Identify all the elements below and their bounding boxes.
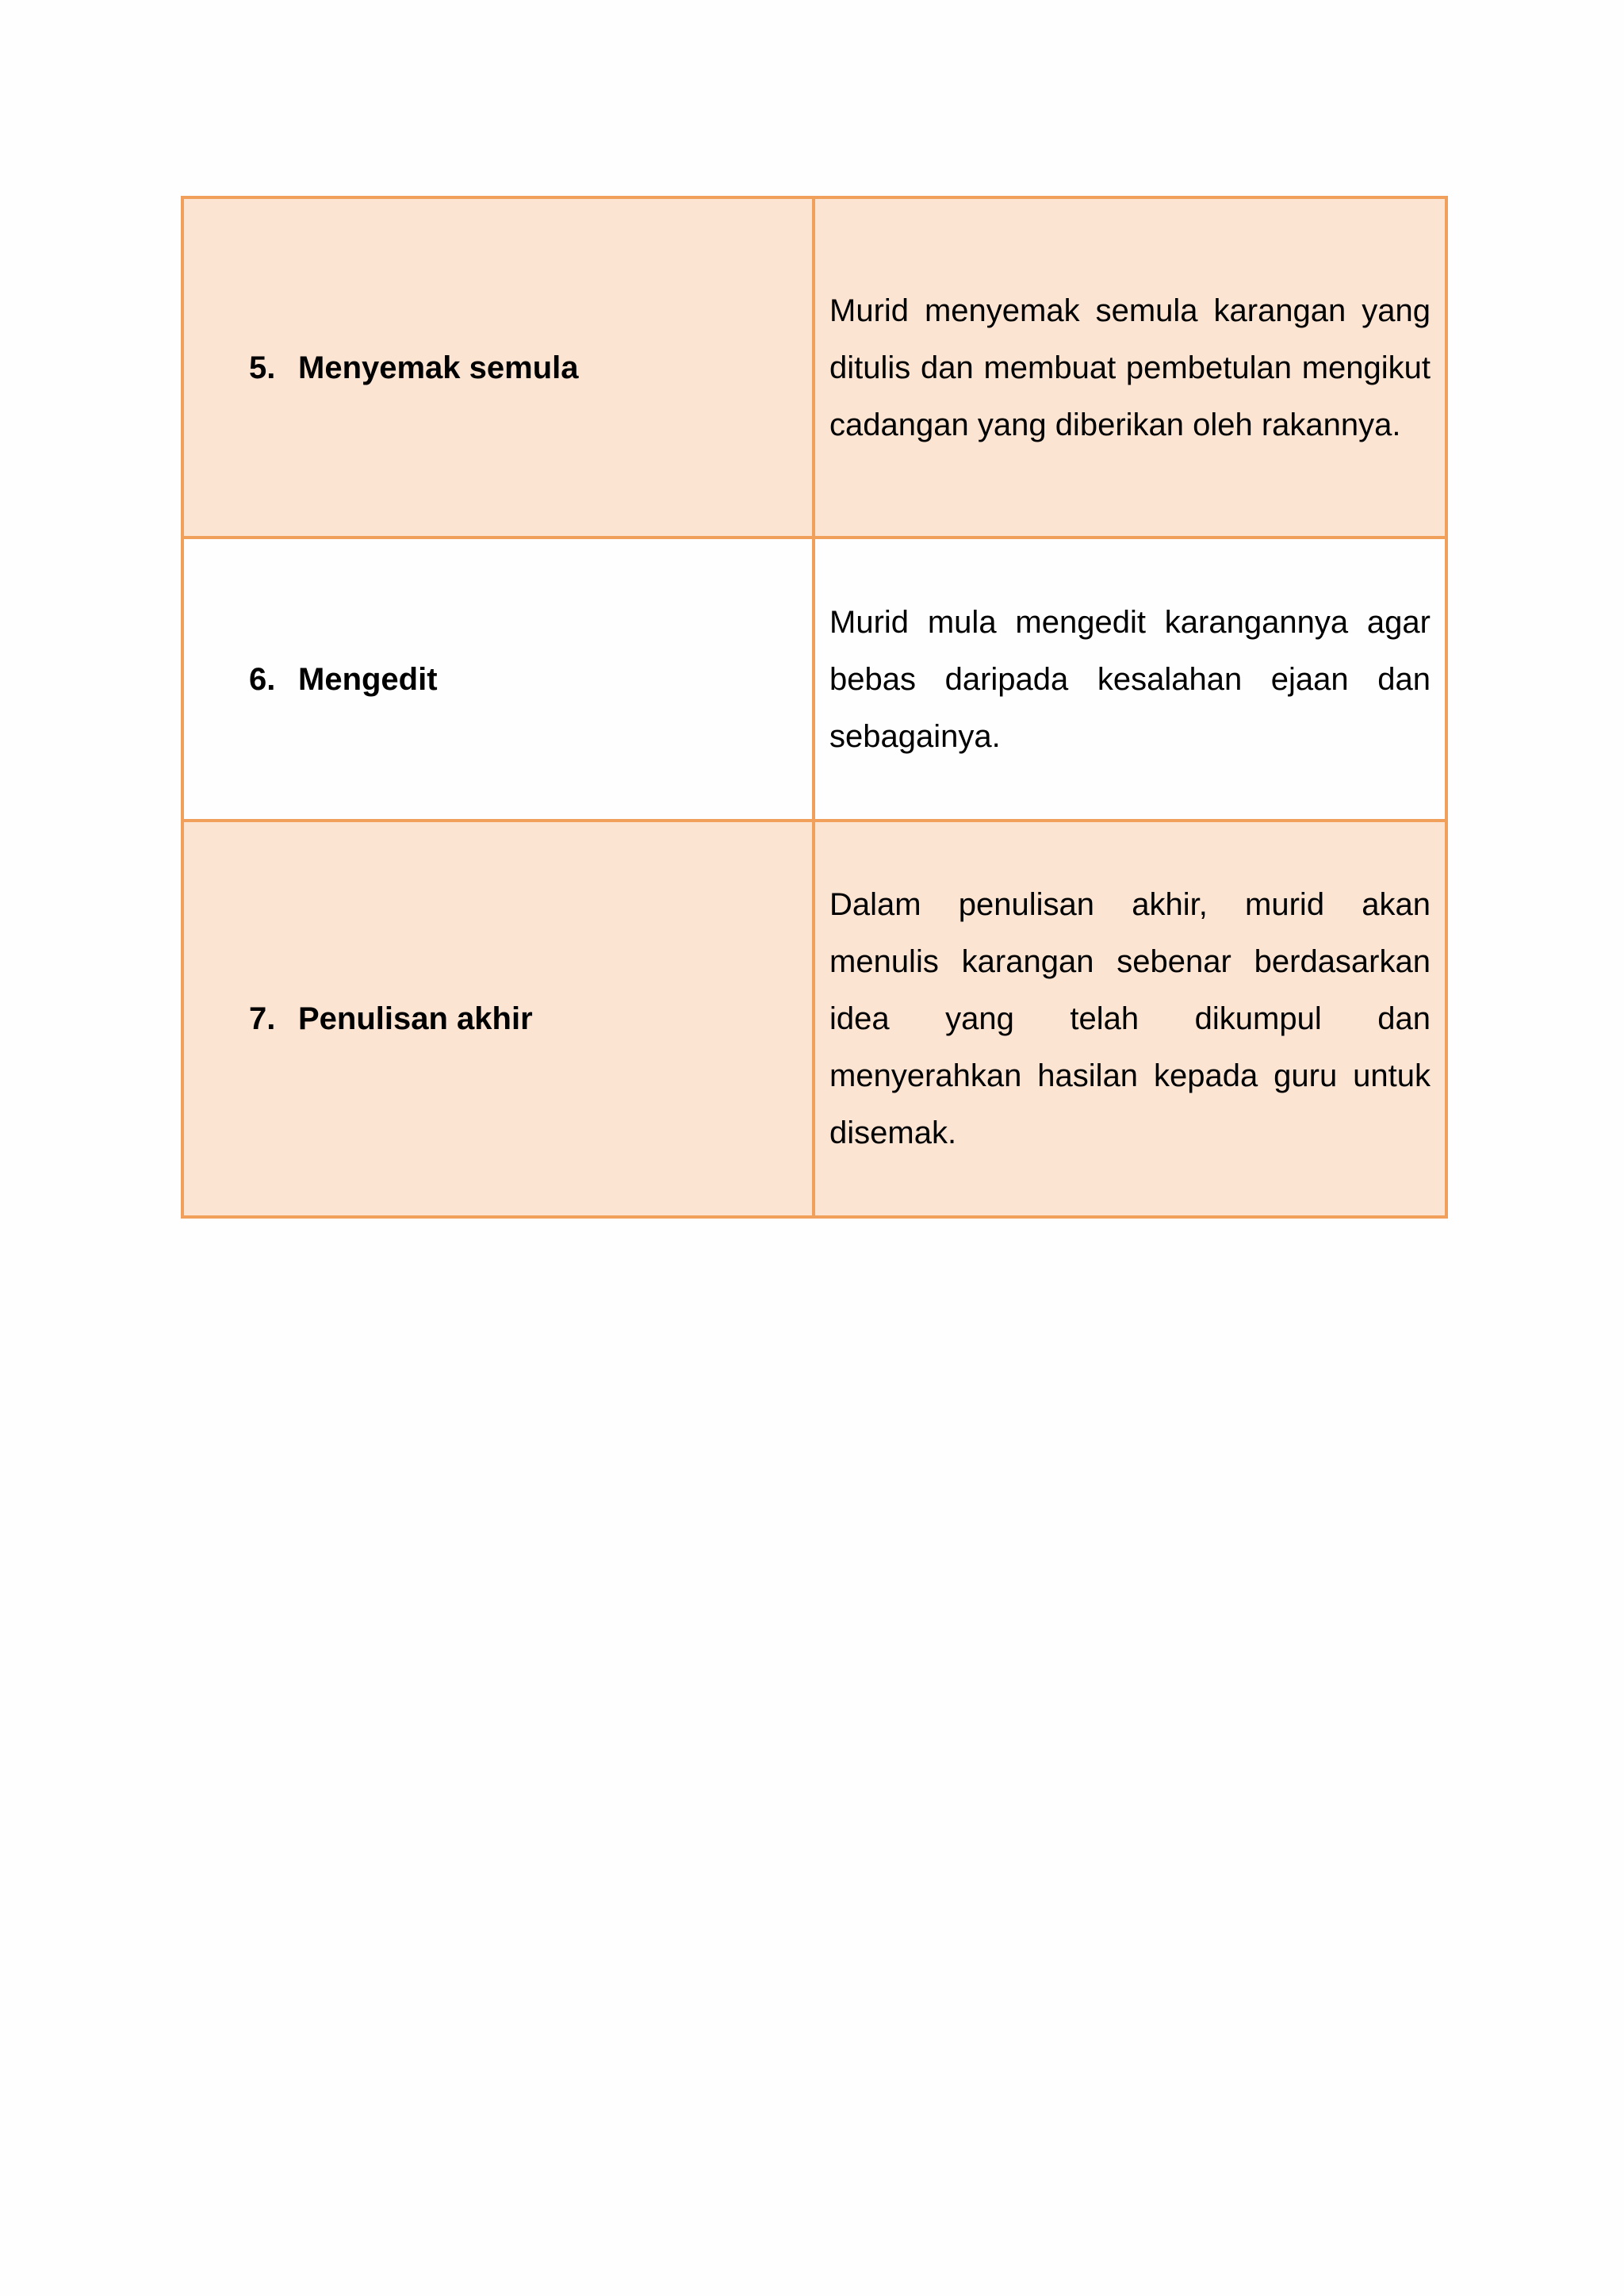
step-description: Dalam penulisan akhir, murid akan menulis karangan sebenar berdasarkan idea yang telah dikumpul dan menyerahkan hasilan kepada guru untuk disemak. (829, 887, 1431, 1150)
step-label (249, 1000, 812, 1038)
description-cell (814, 821, 1446, 1217)
step-number: 7. (249, 1001, 276, 1036)
step-title: Mengedit (298, 661, 438, 697)
step-description: Murid mula mengedit karangannya agar bebas daripada kesalahan ejaan dan sebagainya. (829, 604, 1431, 754)
step-title: Menyemak semula (298, 350, 579, 385)
step-number: 6. (249, 661, 276, 697)
step-cell (182, 197, 814, 538)
writing-steps-table (181, 196, 1448, 1219)
step-label (249, 349, 812, 387)
step-number: 5. (249, 350, 276, 385)
description-cell (814, 197, 1446, 538)
table-row (182, 538, 1446, 821)
step-description: Murid menyemak semula karangan yang ditulis dan membuat pembetulan mengikut cadangan yang diberikan oleh rakannya. (829, 293, 1431, 442)
step-label (249, 660, 812, 698)
step-cell (182, 538, 814, 821)
table-row (182, 197, 1446, 538)
step-title: Penulisan akhir (298, 1001, 533, 1036)
description-cell (814, 538, 1446, 821)
table-row (182, 821, 1446, 1217)
step-cell (182, 821, 814, 1217)
